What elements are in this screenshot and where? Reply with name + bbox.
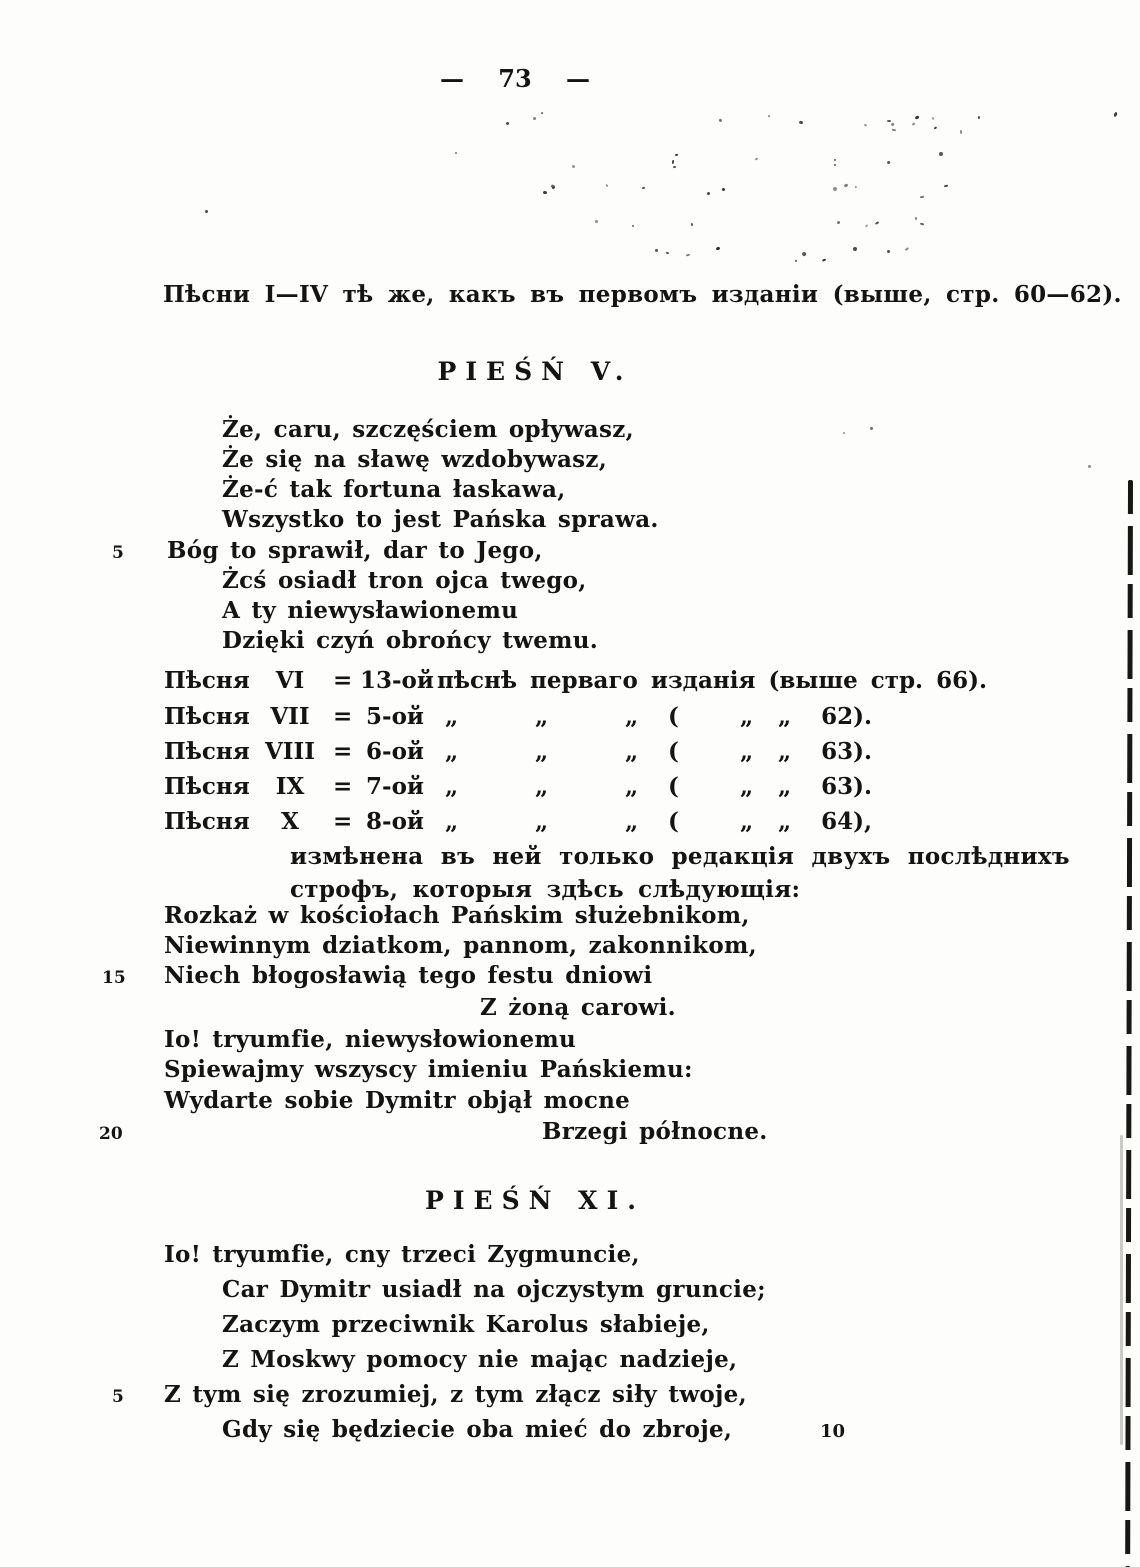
ink-speck — [671, 159, 674, 163]
ink-speck — [938, 152, 943, 157]
verse-line: Że się na sławę wzdobywasz, — [222, 446, 608, 473]
equals-sign: = — [333, 773, 353, 800]
concordance-page-ref: 62). — [821, 703, 872, 730]
ditto-mark: „ — [535, 703, 549, 730]
page-number: — 73 — — [439, 64, 591, 93]
ink-speck — [572, 165, 576, 169]
ditto-mark: „ — [625, 773, 639, 800]
concordance-page-ref: 63). — [821, 773, 872, 800]
printer-signature-mark: 10 — [820, 1421, 846, 1442]
verse-line: Z żoną carowi. — [480, 994, 676, 1021]
ditto-mark: „ — [445, 773, 459, 800]
concordance-page-ref: 63). — [821, 738, 872, 765]
ink-speck — [920, 195, 924, 197]
ditto-mark: „ — [445, 808, 459, 835]
equals-sign: = — [333, 703, 353, 730]
concordance-label: Пѣсня — [164, 703, 250, 730]
verse-line: Car Dymitr usiadł na ojczystym gruncie; — [222, 1276, 766, 1303]
ink-speck — [920, 223, 924, 226]
concordance-label: Пѣсня — [164, 738, 250, 765]
open-paren: ( — [668, 808, 679, 835]
ink-speck — [932, 117, 935, 120]
equals-sign: = — [333, 667, 353, 694]
concordance-numeral: IX — [275, 773, 305, 800]
verse-line: Żcś osiadł tron ojca twego, — [222, 567, 587, 594]
verse-line-number: 5 — [112, 543, 124, 563]
ink-speck — [541, 112, 544, 115]
ink-speck — [722, 188, 726, 192]
ink-speck — [594, 220, 597, 224]
ink-speck — [959, 129, 962, 133]
ink-speck — [799, 121, 804, 125]
ink-speck — [641, 186, 644, 189]
ink-speck — [843, 432, 845, 434]
concordance-row — [0, 808, 1140, 838]
ink-speck — [836, 221, 839, 225]
verse-line: Wydarte sobie Dymitr objął mocne — [164, 1087, 631, 1114]
ink-speck — [605, 184, 608, 188]
ink-speck — [915, 217, 917, 220]
ditto-mark: „ — [778, 738, 792, 765]
scan-binding-edge-faint — [1120, 1135, 1123, 1445]
ink-speck — [1113, 112, 1118, 118]
verse-line: Zaczym przeciwnik Karolus słabieje, — [222, 1311, 710, 1338]
ink-speck — [1088, 465, 1091, 468]
ink-speck — [832, 187, 837, 192]
verse-line: Io! tryumfie, cny trzeci Zygmuncie, — [164, 1241, 640, 1268]
ink-speck — [890, 123, 894, 127]
verse-line-number: 5 — [112, 1387, 124, 1407]
concordance-numeral: VII — [270, 703, 310, 730]
ink-speck — [834, 159, 836, 161]
ink-speck — [875, 221, 879, 225]
concordance-row — [0, 773, 1140, 803]
ink-speck — [978, 116, 981, 119]
verse-line: A ty niewysławionemu — [222, 597, 519, 624]
ditto-mark: „ — [740, 773, 754, 800]
ink-speck — [801, 251, 807, 256]
open-paren: ( — [668, 773, 679, 800]
verse-line: Brzegi północne. — [542, 1118, 768, 1145]
concordance-ordinal: 13-ой — [360, 667, 434, 694]
verse-line-number: 15 — [102, 968, 126, 988]
ditto-mark: „ — [625, 738, 639, 765]
ink-speck — [718, 118, 722, 122]
ink-speck — [934, 126, 938, 129]
concordance-numeral: X — [281, 808, 299, 835]
ditto-mark: „ — [625, 808, 639, 835]
concordance-row — [0, 703, 1140, 733]
editorial-note-line: измѣнена въ ней только редакція двухъ послѣднихъ — [290, 843, 1070, 870]
ink-speck — [887, 161, 891, 165]
ink-speck — [542, 190, 546, 194]
ink-speck — [691, 223, 694, 227]
ink-speck — [865, 225, 868, 228]
concordance-ordinal: 8-ой — [366, 808, 424, 835]
ink-speck — [768, 114, 771, 117]
ink-speck — [533, 117, 536, 120]
verse-line: Niewinnym dziatkom, pannom, zakonnikom, — [164, 932, 757, 959]
song-title-piesn-xi: PIEŚŃ XI. — [425, 1186, 645, 1215]
verse-line: Że, caru, szczęściem opływasz, — [222, 416, 634, 443]
verse-line: Spiewajmy wszyscy imieniu Pańskiemu: — [164, 1056, 693, 1083]
song-title-piesn-v: PIEŚŃ V. — [437, 357, 633, 386]
ink-speck — [834, 164, 837, 166]
editorial-intro-line: Пѣсни I—IV тѣ же, какъ въ первомъ изданіи (выше, стр. 60—62). — [163, 281, 1122, 308]
ditto-mark: „ — [625, 703, 639, 730]
ink-speck — [887, 120, 891, 122]
ditto-mark: „ — [445, 703, 459, 730]
concordance-numeral: VIII — [264, 738, 316, 765]
verse-line: Wszystko to jest Pańska sprawa. — [222, 506, 659, 533]
ditto-mark: „ — [778, 703, 792, 730]
verse-line: Bóg to sprawił, dar to Jego, — [167, 537, 543, 564]
verse-line: Dzięki czyń obrońcy twemu. — [222, 627, 599, 654]
ditto-mark: „ — [778, 808, 792, 835]
ink-speck — [904, 247, 909, 251]
ink-speck — [854, 185, 856, 187]
ditto-mark: „ — [445, 738, 459, 765]
verse-line: Rozkaż w kościołach Pańskim służebnikom, — [164, 902, 750, 929]
ink-speck — [794, 259, 796, 261]
ink-speck — [632, 225, 634, 227]
ink-speck — [205, 210, 208, 213]
ink-speck — [843, 184, 848, 188]
concordance-label: Пѣсня — [164, 773, 250, 800]
ink-speck — [912, 122, 916, 125]
ink-speck — [853, 246, 858, 250]
ink-speck — [675, 153, 678, 155]
ink-speck — [654, 248, 658, 252]
ink-speck — [870, 427, 873, 430]
open-paren: ( — [668, 738, 679, 765]
verse-line: Io! tryumfie, niewysłowionemu — [164, 1026, 577, 1053]
ink-speck — [506, 122, 510, 126]
ditto-mark: „ — [778, 773, 792, 800]
ink-speck — [892, 129, 896, 132]
ditto-mark: „ — [535, 738, 549, 765]
concordance-label: Пѣсня — [164, 808, 250, 835]
concordance-label: Пѣсня — [164, 667, 250, 694]
verse-line-number: 20 — [99, 1124, 123, 1144]
ink-speck — [915, 115, 920, 119]
ink-speck — [455, 152, 457, 154]
ditto-mark: „ — [535, 808, 549, 835]
equals-sign: = — [333, 738, 353, 765]
verse-line: Niech błogosławią tego festu dniowi — [164, 962, 653, 989]
ink-speck — [755, 158, 759, 161]
ditto-mark: „ — [740, 808, 754, 835]
editorial-note-line: строфъ, которыя здѣсь слѣдующія: — [290, 876, 801, 903]
ink-speck — [686, 253, 691, 256]
ink-speck — [822, 258, 827, 262]
verse-line: Z Moskwy pomocy nie mając nadzieje, — [222, 1346, 738, 1373]
ditto-mark: „ — [535, 773, 549, 800]
verse-line: Z tym się zrozumiej, z tym złącz siły twoje, — [164, 1381, 747, 1408]
ink-speck — [887, 250, 891, 253]
open-paren: ( — [668, 703, 679, 730]
ink-speck — [672, 165, 676, 168]
ink-speck — [944, 185, 948, 188]
scan-binding-edge — [1125, 480, 1133, 1567]
concordance-ordinal: 7-ой — [366, 773, 424, 800]
concordance-row — [0, 667, 1140, 697]
concordance-ordinal: 6-ой — [366, 738, 424, 765]
ink-speck — [863, 124, 866, 127]
concordance-numeral: VI — [275, 667, 305, 694]
equals-sign: = — [333, 808, 353, 835]
verse-line: Gdy się będziecie oba mieć do zbroje, — [222, 1416, 733, 1443]
concordance-row — [0, 738, 1140, 768]
concordance-reference: пѣснѣ перваго изданія (выше стр. 66). — [437, 667, 987, 694]
concordance-ordinal: 5-ой — [366, 703, 424, 730]
ditto-mark: „ — [740, 703, 754, 730]
concordance-page-ref: 64), — [821, 808, 872, 835]
verse-line: Że-ć tak fortuna łaskawa, — [222, 476, 566, 503]
ink-speck — [707, 191, 710, 195]
ditto-mark: „ — [740, 738, 754, 765]
ink-speck — [716, 247, 721, 251]
ink-speck — [666, 252, 669, 255]
